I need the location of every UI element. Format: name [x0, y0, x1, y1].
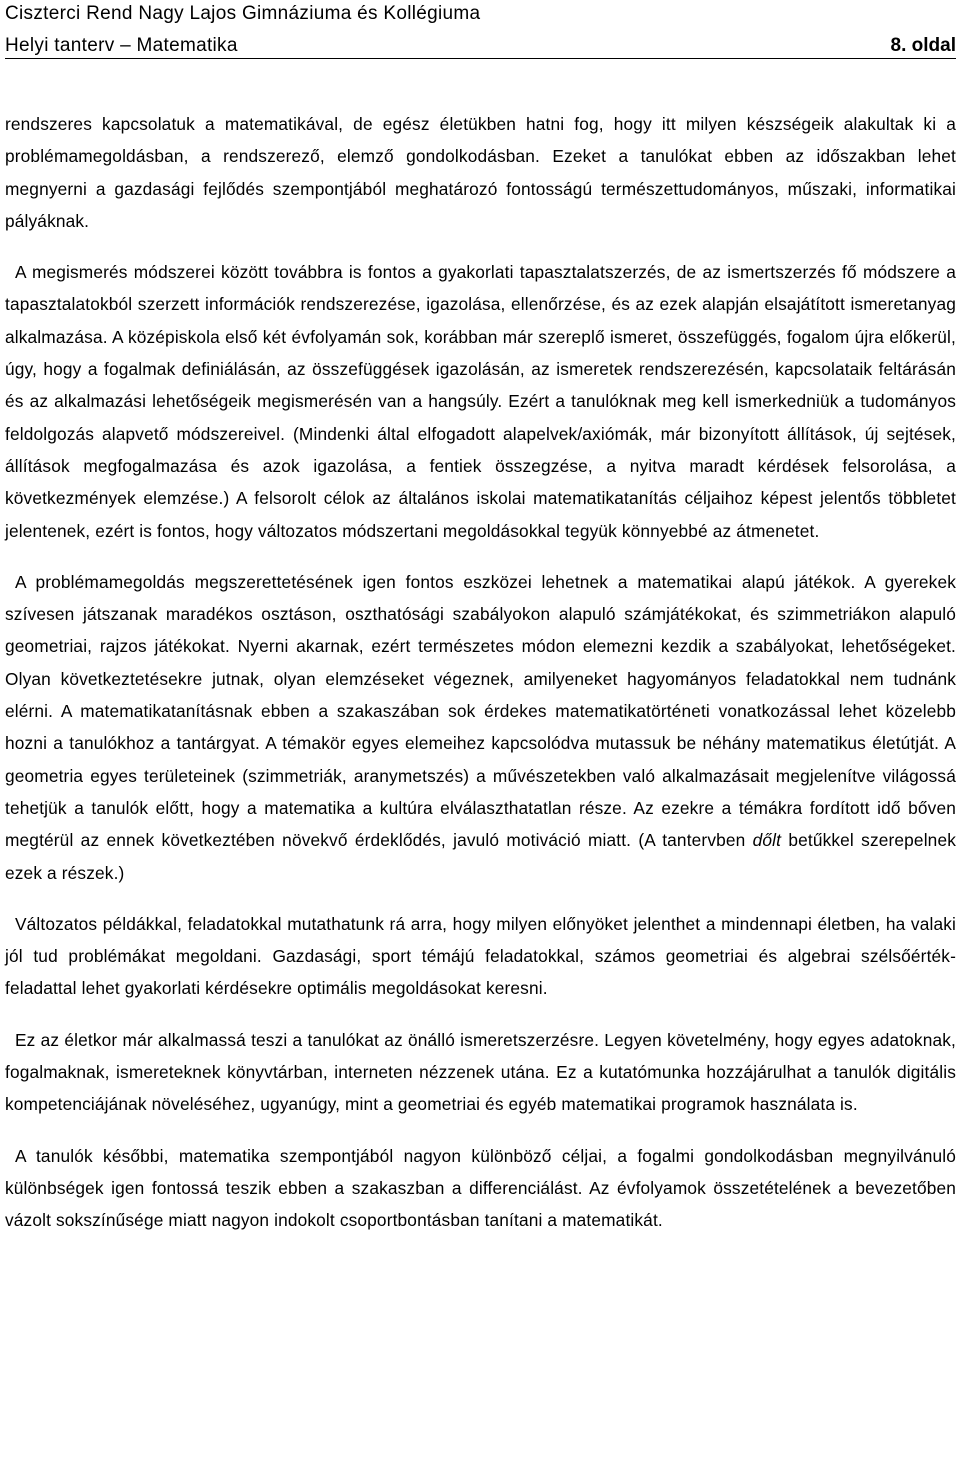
- paragraph-4: Változatos példákkal, feladatokkal mutathatunk rá arra, hogy milyen előnyöket jelenthet a mindennapi életben, ha valaki jól tud problémákat megoldani. Gazdasági, sport témájú feladatokkal, számos geometriai és algebrai szélsőérték-feladattal lehet gyakorlati kérdésekre optimális megoldásokat keresni.: [5, 913, 956, 999]
- paragraph-1: rendszeres kapcsolatuk a matematikával, de egész életükben hatni fog, hogy itt milyen készségeik alakultak ki a problémamegoldásban, a rendszerező, elemző gondolkodásban. Ezeket a tanulókat ebben az időszakban lehet megnyerni a gazdasági fejlődés szempontjából meghatározó fontosságú természettudományos, műszaki, informatikai pályáknak.: [5, 114, 956, 231]
- page-header: [5, 0, 956, 60]
- paragraph-3-text-end: betűkkel szerepelnek ezek a részek.): [5, 830, 956, 883]
- paragraph-6: A tanulók későbbi, matematika szempontjából nagyon különböző céljai, a fogalmi gondolkodásban megnyilvánuló különbségek igen fontossá teszik ebben a szakaszban a differenciálást. Az évfolyamok összetételének a bevezetőben vázolt sokszínűsége miatt nagyon indokolt csoportbontásban tanítani a matematikát.: [5, 1145, 956, 1231]
- paragraph-5: Ez az életkor már alkalmassá teszi a tanulókat az önálló ismeretszerzésre. Legyen követelmény, hogy egyes adatoknak, fogalmaknak, ismereteknek könyvtárban, interneten nézzenek utána. Ez a kutatómunka hozzájárulhat a tanulók digitális kompetenciájának növeléséhez, ugyanúgy, mint a geometriai és egyéb matematikai programok használata is.: [5, 1029, 956, 1115]
- document-body: [5, 108, 956, 1237]
- school-name: Ciszterci Rend Nagy Lajos Gimnáziuma és Kollégiuma: [5, 3, 481, 24]
- paragraph-2: A megismerés módszerei között továbbra is fontos a gyakorlati tapasztalatszerzés, de az ismertszerzés fő módszere a tapasztalatokból szerzett információk rendszerezése, igazolása, ellenőrzése, és az ezek alapján elsajátított ismeretanyag alkalmazása. A középiskola első két évfolyamán sok, korábban már szereplő ismeret, összefüggés, fogalom újra előkerül, úgy, hogy a fogalmak definiálásán, az összefüggések igazolásán, az ismeretek rendszerezésén, kapcsolataik feltárásán és az alkalmazási lehetőségeik megismerésén van a hangsúly. Ezért a tanulóknak meg kell ismerkedniük a tudományos feldolgozás alapvető módszereivel. (Mindenki által elfogadott alapelvek/axiómák, már bizonyított állítások, új sejtések, állítások megfogalmazása és azok igazolása, a fentiek összegzése, a nyitva maradt kérdések felsorolása, a következmények elemzése.) A felsorolt célok az általános iskolai matematikatanítás céljaihoz képest jelentős többletet jelentenek, ezért is fontos, hogy változatos módszertani megoldásokkal tegyük könnyebbé az átmenetet.: [5, 262, 956, 541]
- header-rule-row: [5, 32, 956, 59]
- paragraph-3-italic-word: dőlt: [752, 830, 782, 851]
- paragraph-3-text: A problémamegoldás megszerettetésének igen fontos eszközei lehetnek a matematikai alapú játékok. A gyerekek szívesen játszanak maradékos osztáson, oszthatósági szabályokon alapuló számjátékokat, és szimmetriákon alapuló geometriai, rajzos játékokat. Nyerni akarnak, ezért természetes módon elemezni kezdik a szabályokat, lehetőségeket. Olyan következtetésekre jutnak, olyan elemzéseket végeznek, amilyeneket hagyományos feladatokkal nem tudnánk elérni. A matematikatanításnak ebben a szakaszában sok érdekes matematikatörténeti vonatkozással lehet közelebb hozni a tanulókhoz a tantárgyat. A témakör egyes elemeihez kapcsolódva mutassuk be néhány matematikus életútját. A geometria egyes területeinek (szimmetriák, aranymetszés) a művészetekben való alkalmazásait megjelenítve világossá tehetjük a tanulók előtt, hogy a matematika a kultúra elválaszthatatlan része. Az ezekre a témákra fordított idő bőven megtérül az ennek következtében növekvő érdeklődés, javuló motiváció miatt. (A tantervben: [5, 571, 956, 851]
- page-number: 8. oldal: [890, 35, 956, 56]
- paragraph-3: [5, 566, 956, 889]
- document-subtitle: Helyi tanterv – Matematika: [5, 35, 238, 56]
